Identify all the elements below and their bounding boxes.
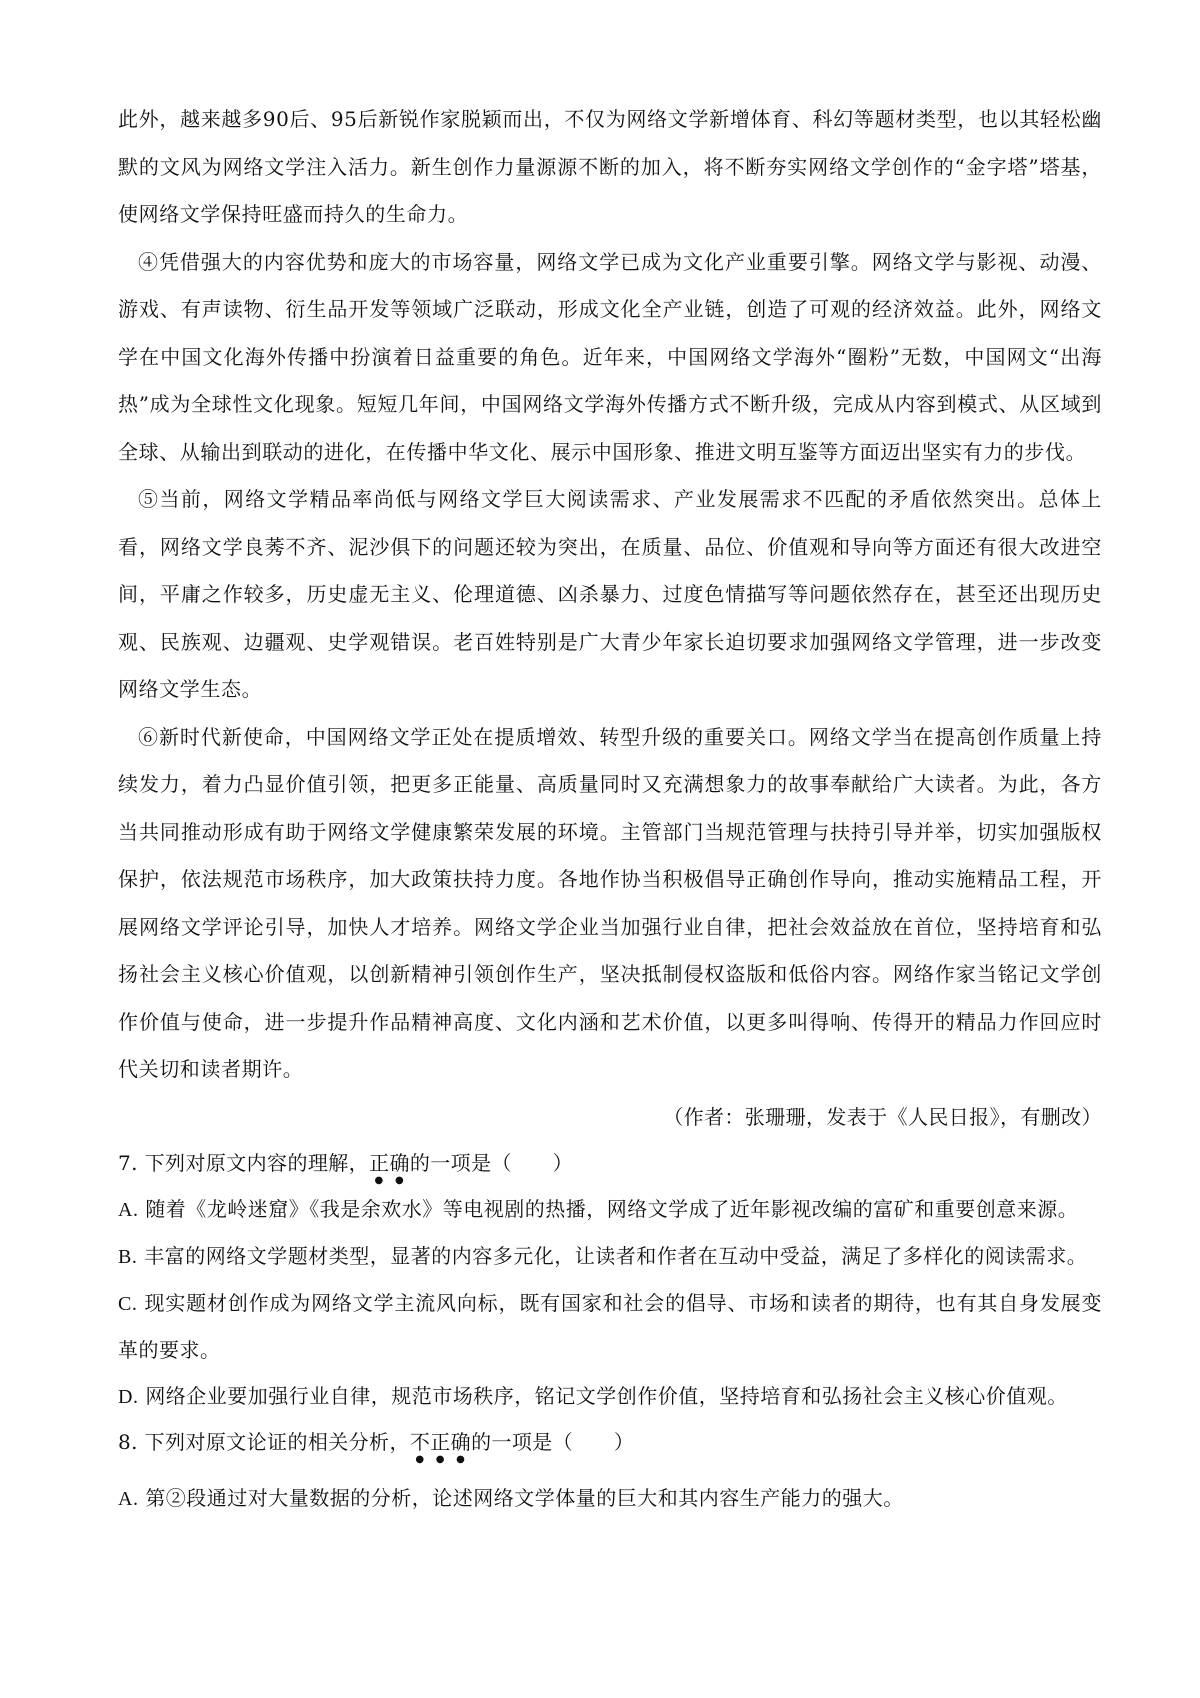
question-8-number: 8. [118,1430,138,1454]
option-letter: D. [118,1386,139,1408]
question-7-number: 7. [118,1151,138,1175]
question-7-stem-before: 下列对原文内容的理解， [144,1151,370,1175]
question-7-stem-after: 的一项是（ ） [409,1151,574,1175]
question-7-emphasis: 正确 [369,1151,410,1175]
question-7-option-a [118,1186,1102,1233]
option-letter: C. [118,1293,138,1315]
question-7-option-d [118,1373,1102,1420]
option-letter: B. [118,1246,138,1268]
question-8-option-a [118,1475,1102,1522]
question-7-option-c [118,1280,1102,1373]
article-attribution: （作者：张珊珊，发表于《人民日报》，有删改） [663,1104,1102,1129]
option-letter: A. [118,1488,139,1510]
question-8-emphasis: 不正确 [409,1430,472,1454]
question-8-stem-before: 下列对原文论证的相关分析， [144,1430,410,1454]
question-8-stem-after: 的一项是（ ） [471,1430,635,1454]
option-text: 随着《龙岭迷窟》《我是余欢水》等电视剧的热播，网络文学成了近年影视改编的富矿和重要创意来源。 [145,1197,1079,1221]
article-paragraph-5: ⑤当前，网络文学精品率尚低与网络文学巨大阅读需求、产业发展需求不匹配的矛盾依然突出。总体上看，网络文学良莠不齐、泥沙俱下的问题还较为突出，在质量、品位、价值观和导向等方面还有很大改进空间，平庸之作较多，历史虚无主义、伦理道德、凶杀暴力、过度色情描写等问题依然存在，甚至还出现历史观、民族观、边疆观、史学观错误。老百姓特别是广大青少年家长迫切要求加强网络文学管理，进一步改变网络文学生态。 [118,487,1102,701]
question-7-stem [118,1141,1102,1186]
question-8 [118,1420,1102,1522]
article-paragraph-continued: 此外，越来越多90后、95后新锐作家脱颖而出，不仅为网络文学新增体育、科幻等题材类型，也以其轻松幽默的文风为网络文学注入活力。新生创作力量源源不断的加入，将不断夯实网络文学创作的“金字塔”塔基，使网络文学保持旺盛而持久的生命力。 [118,107,1102,226]
option-text: 网络企业要加强行业自律，规范市场秩序，铭记文学创作价值，坚持培育和弘扬社会主义核心价值观。 [145,1384,1068,1408]
option-text: 现实题材创作成为网络文学主流风向标，既有国家和社会的倡导、市场和读者的期待，也有其自身发展变革的要求。 [118,1291,1103,1362]
article-paragraph-6: ⑥新时代新使命，中国网络文学正处在提质增效、转型升级的重要关口。网络文学当在提高创作质量上持续发力，着力凸显价值引领，把更多正能量、高质量同时又充满想象力的故事奉献给广大读者。为此，各方当共同推动形成有助于网络文学健康繁荣发展的环境。主管部门当规范管理与扶持引导并举，切实加强版权保护，依法规范市场秩序，加大政策扶持力度。各地作协当积极倡导正确创作导向，推动实施精品工程，开展网络文学评论引导，加快人才培养。网络文学企业当加强行业自律，把社会效益放在首位，坚持培育和弘扬社会主义核心价值观，以创新精神引领创作生产，坚决抵制侵权盗版和低俗内容。网络作家当铭记文学创作价值与使命，进一步提升作品精神高度、文化内涵和艺术价值，以更多叫得响、传得开的精品力作回应时代关切和读者期许。 [118,724,1102,1081]
question-7-option-b [118,1233,1102,1280]
option-text: 第②段通过对大量数据的分析，论述网络文学体量的巨大和其内容生产能力的强大。 [145,1486,904,1510]
question-7 [118,1141,1102,1420]
article-paragraph-4: ④凭借强大的内容优势和庞大的市场容量，网络文学已成为文化产业重要引擎。网络文学与影视、动漫、游戏、有声读物、衍生品开发等领域广泛联动，形成文化全产业链，创造了可观的经济效益。此外，网络文学在中国文化海外传播中扮演着日益重要的角色。近年来，中国网络文学海外“圈粉”无数，中国网文“出海热”成为全球性文化现象。短短几年间，中国网络文学海外传播方式不断升级，完成从内容到模式、从区域到全球、从输出到联动的进化，在传播中华文化、展示中国形象、推进文明互鉴等方面迈出坚实有力的步伐。 [118,249,1102,464]
question-8-stem [118,1420,1102,1465]
option-text: 丰富的网络文学题材类型，显著的内容多元化，让读者和作者在互动中受益，满足了多样化的阅读需求。 [144,1244,1088,1268]
option-letter: A. [118,1199,139,1221]
spacer [118,1465,1102,1475]
